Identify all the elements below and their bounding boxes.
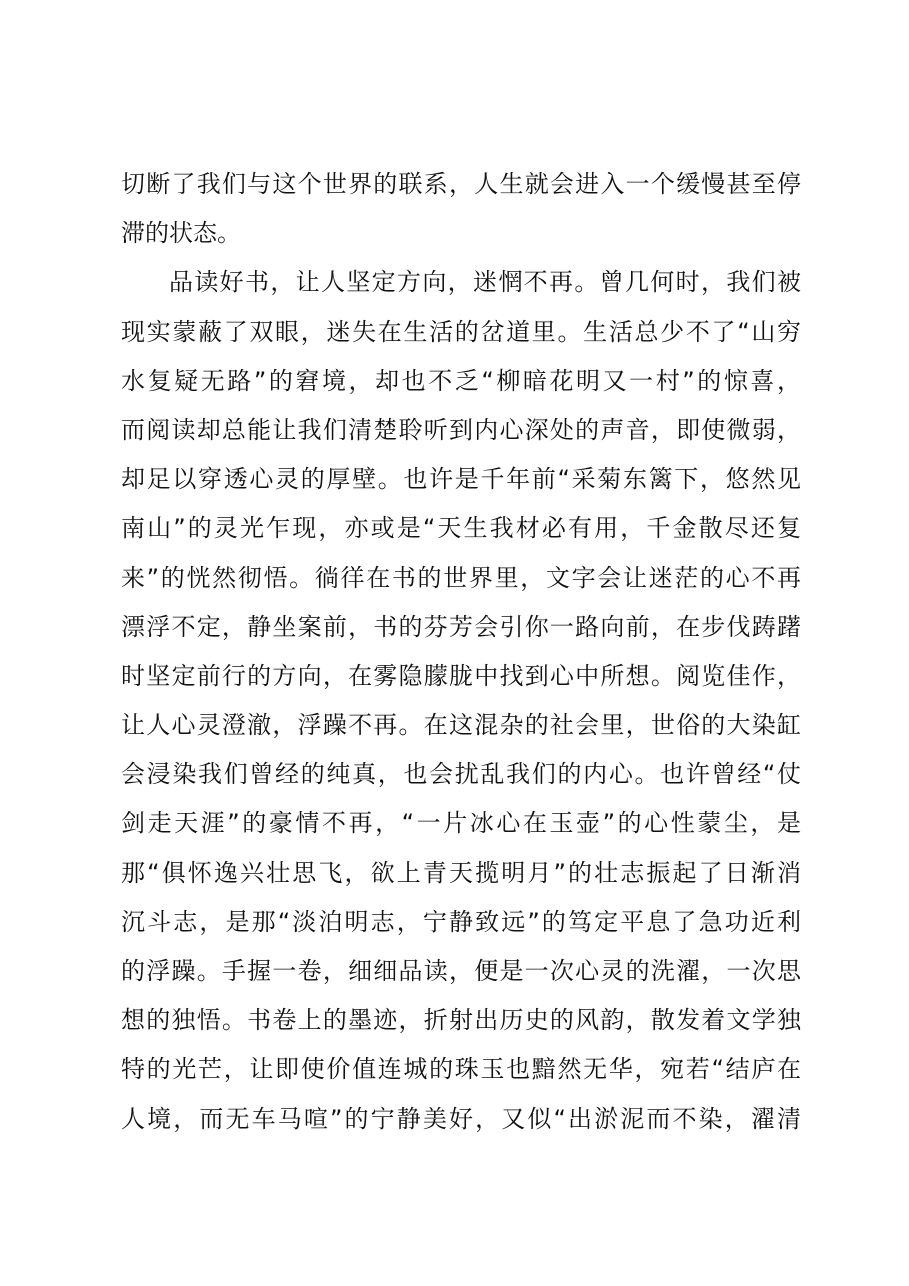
- text-line: 人境，而无车马喧”的宁静美好，又似“出淤泥而不染，濯清: [121, 1104, 801, 1133]
- text-line: 的浮躁。手握一卷，细细品读，便是一次心灵的洗濯，一次思: [121, 957, 801, 985]
- text-line: 却足以穿透心灵的厚壁。也许是千年前“采菊东篱下，悠然见: [121, 465, 801, 494]
- paragraph-first-line: 品读好书，让人坚定方向，迷惘不再。曾几何时，我们被: [169, 268, 801, 297]
- text-line: 而阅读却总能让我们清楚聆听到内心深处的声音，即使微弱，: [121, 415, 801, 444]
- text-line: 漂浮不定，静坐案前，书的芬芳会引你一路向前，在步伐踌躇: [121, 612, 801, 641]
- text-line: 特的光芒，让即使价值连城的珠玉也黯然无华，宛若“结庐在: [121, 1055, 801, 1084]
- text-line: 剑走天涯”的豪情不再，“一片冰心在玉壶”的心性蒙尘，是: [121, 809, 801, 838]
- text-line: 让人心灵澄澈，浮躁不再。在这混杂的社会里，世俗的大染缸: [121, 711, 801, 740]
- text-line: 现实蒙蔽了双眼，迷失在生活的岔道里。生活总少不了“山穷: [121, 317, 801, 346]
- text-line: 沉斗志，是那“淡泊明志，宁静致远”的笃定平息了急功近利: [121, 907, 801, 936]
- text-line: 想的独悟。书卷上的墨迹，折射出历史的风韵，散发着文学独: [121, 1006, 801, 1035]
- text-line: 时坚定前行的方向，在雾隐朦胧中找到心中所想。阅览佳作，: [121, 661, 801, 690]
- body-text: [121, 160, 801, 1144]
- text-line: 切断了我们与这个世界的联系，人生就会进入一个缓慢甚至停: [121, 170, 801, 198]
- text-line: 滞的状态。: [121, 219, 241, 248]
- text-line: 来”的恍然彻悟。徜徉在书的世界里，文字会让迷茫的心不再: [121, 563, 801, 592]
- text-line: 会浸染我们曾经的纯真，也会扰乱我们的内心。也许曾经“仗: [121, 760, 801, 789]
- text-line: 南山”的灵光乍现，亦或是“天生我材必有用，千金散尽还复: [121, 514, 801, 543]
- text-line: 那“俱怀逸兴壮思飞，欲上青天揽明月”的壮志振起了日渐消: [121, 858, 801, 887]
- text-line: 水复疑无路”的窘境，却也不乏“柳暗花明又一村”的惊喜，: [121, 366, 801, 395]
